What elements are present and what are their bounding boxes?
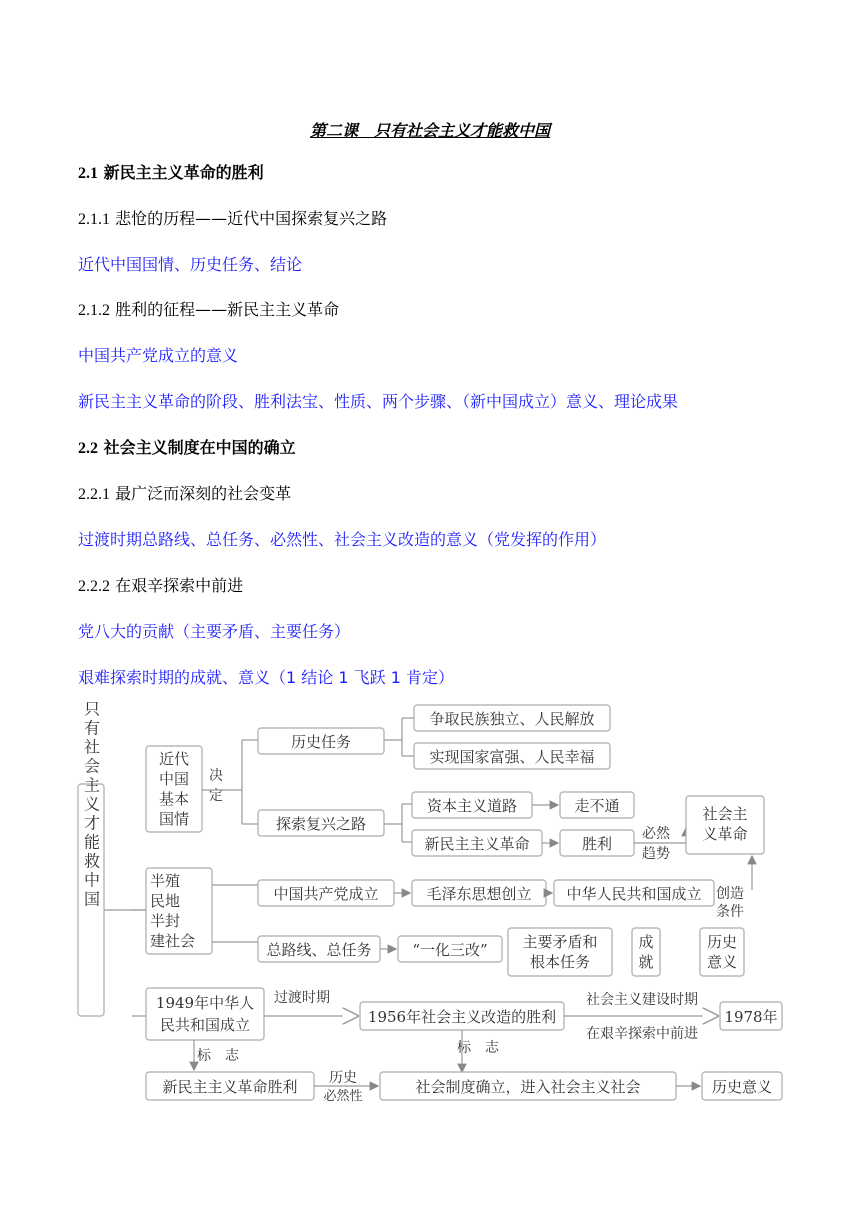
svg-text:近代: 近代 [158,750,190,768]
svg-text:1949年中华人: 1949年中华人 [155,994,255,1012]
biaozhi-label: 标 志 [197,1048,239,1064]
section-heading: 2.1 新民主主义革命的胜利 [78,163,264,182]
svg-text:历史: 历史 [706,933,738,951]
svg-text:社会主: 社会主 [702,805,748,823]
svg-text:资本主义道路: 资本主义道路 [426,797,518,815]
svg-text:基本: 基本 [158,790,190,808]
svg-text:1956年社会主义改造的胜利: 1956年社会主义改造的胜利 [367,1008,557,1026]
subsection-heading: 2.2.1 最广泛而深刻的社会变革 [78,484,292,503]
svg-text:历史意义: 历史意义 [711,1078,773,1096]
page-title: 第二课 只有社会主义才能救中国 [309,121,550,140]
svg-text:总路线、总任务: 总路线、总任务 [266,941,372,959]
svg-text:义革命: 义革命 [702,825,748,843]
xinmin-shengli-box [146,1072,314,1100]
svg-text:历史任务: 历史任务 [290,733,352,751]
svg-text:走不通: 走不通 [574,797,620,815]
lishi-biran-label: 历史 [329,1070,357,1086]
y1949-box [146,988,264,1040]
svg-text:中国共产党成立: 中国共产党成立 [273,885,379,903]
renwu1-box [414,705,610,731]
svg-text:国情: 国情 [158,810,190,828]
svg-text:民地: 民地 [150,892,181,910]
svg-text:毛泽东思想创立: 毛泽东思想创立 [426,885,532,903]
lishi-yiyi-box [702,1072,782,1100]
lishi-yiyi-v-box [700,928,744,976]
prc-box [554,880,714,906]
svg-text:新民主主义革命胜利: 新民主主义革命胜利 [162,1078,298,1096]
svg-text:半封: 半封 [150,912,181,930]
svg-text:实现国家富强、人民幸福: 实现国家富强、人民幸福 [429,748,595,766]
key-points: 艰难探索时期的成就、意义（1 结论 1 飞跃 1 肯定） [78,668,454,687]
ziben-box [412,792,532,818]
zongluxian-box [258,936,380,962]
jianxin-label: 在艰辛探索中前进 [586,1026,698,1042]
jueding-label: 决 [209,768,223,784]
key-points: 新民主主义革命的阶段、胜利法宝、性质、两个步骤、（新中国成立）意义、理论成果 [78,392,679,411]
banzhi-box [146,868,212,954]
svg-text:根本任务: 根本任务 [529,953,591,971]
svg-text:建社会: 建社会 [150,932,196,950]
svg-text:胜利: 胜利 [581,835,613,853]
yihua-box [398,936,502,962]
svg-text:探索复兴之路: 探索复兴之路 [275,815,367,833]
svg-text:“一化三改”: “一化三改” [412,941,488,959]
svg-text:主要矛盾和: 主要矛盾和 [522,933,598,951]
biran-label: 必然 [642,826,670,842]
key-points: 党八大的贡献（主要矛盾、主要任务） [78,622,351,641]
concept-map [76,700,788,1104]
svg-text:民共和国成立: 民共和国成立 [159,1016,251,1034]
svg-text:争取民族独立、人民解放: 争取民族独立、人民解放 [429,710,595,728]
y1956-box [360,1002,564,1030]
svg-text:中华人民共和国成立: 中华人民共和国成立 [566,885,702,903]
svg-text:半殖: 半殖 [150,872,181,890]
maodun-box [508,928,612,976]
svg-text:成: 成 [638,933,654,951]
jueding-label: 定 [209,788,223,804]
chengjiu-box [632,928,660,976]
svg-text:新民主主义革命: 新民主主义革命 [424,835,530,853]
shengli-box [560,830,634,856]
zhonggong-box [258,880,394,906]
svg-text:中国: 中国 [158,770,190,788]
guodu-label: 过渡时期 [274,990,330,1006]
renwu2-box [414,743,610,769]
shehui-geming-box [686,796,764,854]
svg-text:1978年: 1978年 [724,1008,778,1026]
chuangzao-label: 创造 [716,886,744,902]
key-points: 中国共产党成立的意义 [78,346,239,365]
svg-text:意义: 意义 [706,953,738,971]
chuangzao-label: 条件 [716,904,744,920]
biran-label: 趋势 [642,846,670,862]
subsection-heading: 2.1.1 悲怆的历程——近代中国探索复兴之路 [78,209,388,228]
key-points: 近代中国国情、历史任务、结论 [78,255,303,274]
section-heading: 2.2 社会主义制度在中国的确立 [78,438,296,457]
jianshe-label: 社会主义建设时期 [586,992,698,1008]
guoqing-box [146,746,202,832]
biaozhi-label: 标 志 [457,1040,499,1056]
subsection-heading: 2.1.2 胜利的征程——新民主主义革命 [78,300,340,319]
y1978-box [720,1002,782,1030]
tansuo-box [258,810,384,836]
xinmin-box [412,830,542,856]
lishi-renwu-box [258,728,384,754]
main-topic-box [78,701,104,1017]
zoubutong-box [560,792,634,818]
key-points: 过渡时期总路线、总任务、必然性、社会主义改造的意义（党发挥的作用） [78,530,607,549]
svg-text:只有社会主义才能救中国: 只有社会主义才能救中国 [81,700,101,910]
svg-text:就: 就 [638,953,654,971]
mao-box [412,880,546,906]
lishi-biran-label: 必然性 [323,1089,363,1104]
svg-text:社会制度确立，进入社会主义社会: 社会制度确立，进入社会主义社会 [415,1078,641,1096]
zhidu-box [380,1072,676,1100]
subsection-heading: 2.2.2 在艰辛探索中前进 [78,576,244,595]
